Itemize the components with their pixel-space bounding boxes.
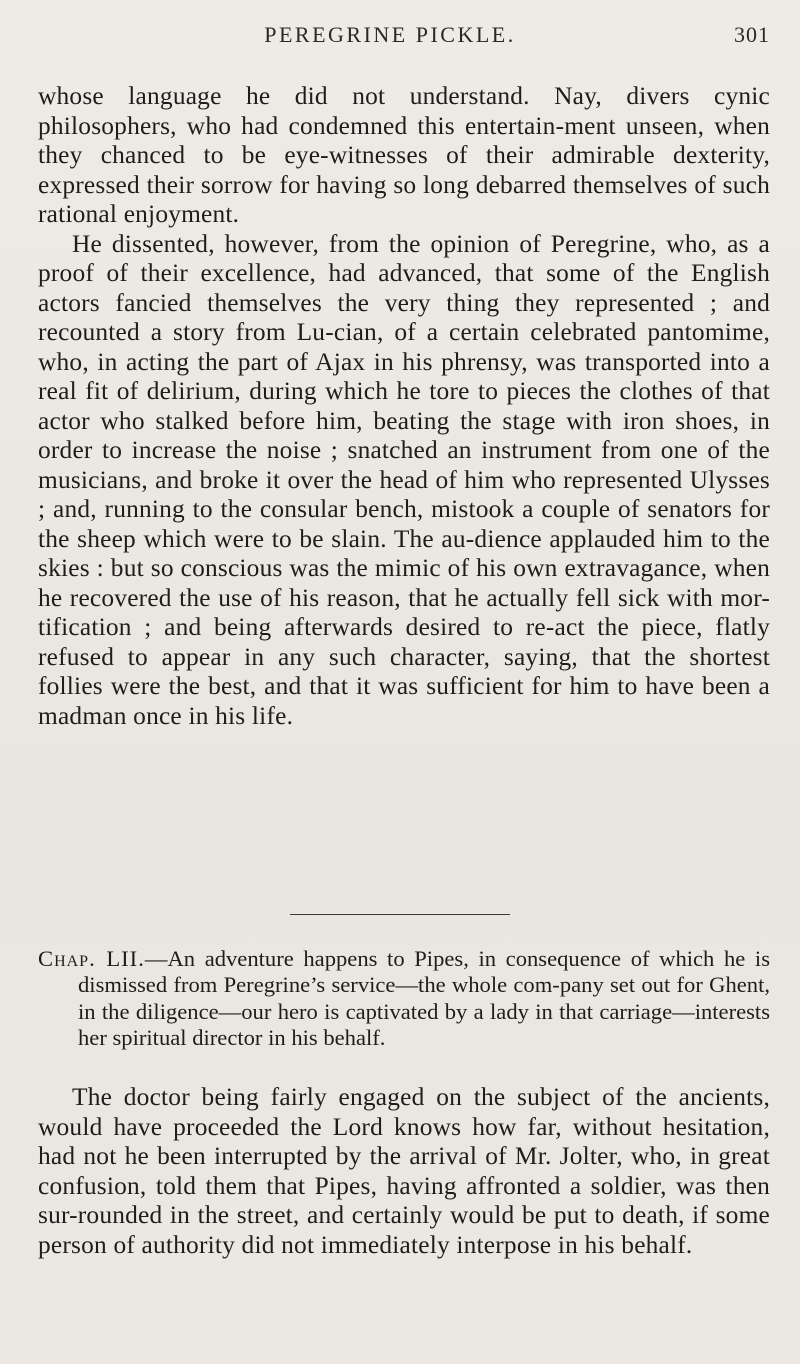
- chapter-summary: [38, 946, 770, 1052]
- chapter-summary-text: —An adventure happens to Pipes, in consequence of which he is dismissed from Peregrine’s service—the whole com-pany set out for Ghent, in the diligence—our hero is captivated by a lady in that carriage—interests her spiritual director in his behalf.: [78, 946, 770, 1051]
- running-head: PEREGRINE PICKLE.: [264, 22, 516, 47]
- chapter-label: Chap. LII.: [38, 946, 145, 971]
- page-number: 301: [734, 22, 770, 47]
- chapter-paragraph-1: The doctor being fairly engaged on the subject of the ancients, would have proceeded the Lord knows how far, without hesitation, had not he been interrupted by the arrival of Mr. Jolter, who, in great confusion, told them that Pipes, having affronted a soldier, was then sur-rounded in the street, and certainly would be put to death, if some person of authority did not immediately interpose in his behalf.: [38, 1083, 770, 1259]
- paragraph-1: whose language he did not understand. Nay, divers cynic philosophers, who had condemned this entertain-ment unseen, when they chanced to be eye-witnesses of their admirable dexterity, expressed their sorrow for having so long debarred themselves of such rational enjoyment.: [38, 82, 770, 228]
- section-divider: [290, 914, 510, 915]
- paragraph-2: He dissented, however, from the opinion of Peregrine, who, as a proof of their excellence, had advanced, that some of the English actors fancied themselves the very thing they represented ; and recounted a story from Lu-cian, of a certain celebrated pantomime, who, in acting the part of Ajax in his phrensy, was transported into a real fit of delirium, during which he tore to pieces the clothes of that actor who stalked before him, beating the stage with iron shoes, in order to increase the noise ; snatched an instrument from one of the musicians, and broke it over the head of him who represented Ulysses ; and, running to the consular bench, mistook a couple of senators for the sheep which were to be slain. The au-dience applauded him to the skies : but so conscious was the mimic of his own extravagance, when he recovered the use of his reason, that he actually fell sick with mor-tification ; and being afterwards desired to re-act the piece, flatly refused to appear in any such character, saying, that the shortest follies were the best, and that it was sufficient for him to have been a madman once in his life.: [38, 229, 770, 730]
- chapter-text: [38, 1083, 770, 1260]
- main-text: [38, 82, 770, 731]
